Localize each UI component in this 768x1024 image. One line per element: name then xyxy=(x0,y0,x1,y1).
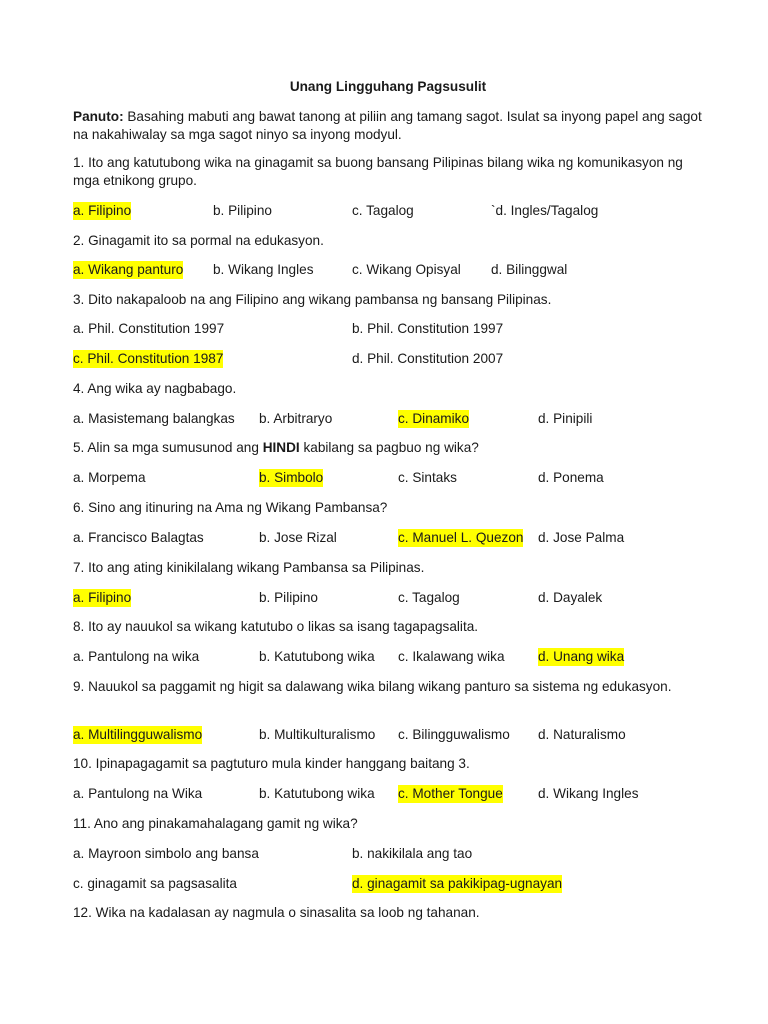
option-5d: d. Ponema xyxy=(538,470,604,485)
option-2c: c. Wikang Opisyal xyxy=(352,262,461,277)
question-12: 12. Wika na kadalasan ay nagmula o sinasalita sa loob ng tahanan. xyxy=(73,905,480,920)
instructions xyxy=(73,108,703,143)
question-3: 3. Dito nakapaloob na ang Filipino ang wikang pambansa ng bansang Pilipinas. xyxy=(73,292,552,307)
option-4b: b. Arbitraryo xyxy=(259,411,333,426)
question-11: 11. Ano ang pinakamahalagang gamit ng wika? xyxy=(73,816,358,831)
option-3a: a. Phil. Constitution 1997 xyxy=(73,321,225,336)
options-8 xyxy=(73,648,703,666)
option-11c: c. ginagamit sa pagsasalita xyxy=(73,876,237,891)
question-8: 8. Ito ay nauukol sa wikang katutubo o likas sa isang tagapagsalita. xyxy=(73,619,479,634)
option-7d: d. Dayalek xyxy=(538,590,603,605)
option-3c: c. Phil. Constitution 1987 xyxy=(73,351,224,366)
option-6a: a. Francisco Balagtas xyxy=(73,530,204,545)
options-3-row-2 xyxy=(73,350,703,368)
document-page xyxy=(73,0,703,1024)
instructions-text: Basahing mabuti ang bawat tanong at piliin ang tamang sagot. Isulat sa inyong papel ang sagot na nakahiwalay sa mga sagot ninyo sa inyong modyul. xyxy=(73,109,702,142)
question-5-text-before: 5. Alin sa mga sumusunod ang xyxy=(73,440,263,455)
option-9d: d. Naturalismo xyxy=(538,727,626,742)
options-11-row-2 xyxy=(73,875,703,893)
option-11b: b. nakikilala ang tao xyxy=(352,846,473,861)
options-10 xyxy=(73,785,703,803)
question-10: 10. Ipinapagagamit sa pagtuturo mula kinder hanggang baitang 3. xyxy=(73,756,470,771)
option-5a: a. Morpema xyxy=(73,470,146,485)
question-5-emphasis: HINDI xyxy=(262,440,300,455)
question-5 xyxy=(73,439,703,457)
option-5c: c. Sintaks xyxy=(398,470,457,485)
option-4a: a. Masistemang balangkas xyxy=(73,411,235,426)
question-7: 7. Ito ang ating kinikilalang wikang Pambansa sa Pilipinas. xyxy=(73,560,425,575)
option-7c: c. Tagalog xyxy=(398,590,460,605)
question-1: 1. Ito ang katutubong wika na ginagamit sa buong bansang Pilipinas bilang wika ng komunikasyon ng mga etnikong grupo. xyxy=(73,155,683,188)
option-8c: c. Ikalawang wika xyxy=(398,649,505,664)
option-9c: c. Bilingguwalismo xyxy=(398,727,510,742)
option-3b: b. Phil. Constitution 1997 xyxy=(352,321,504,336)
option-1a: a. Filipino xyxy=(73,203,132,218)
question-6: 6. Sino ang itinuring na Ama ng Wikang Pambansa? xyxy=(73,500,388,515)
option-6d: d. Jose Palma xyxy=(538,530,625,545)
option-2a: a. Wikang panturo xyxy=(73,262,184,277)
options-6 xyxy=(73,529,703,547)
options-4 xyxy=(73,410,703,428)
question-2: 2. Ginagamit ito sa pormal na edukasyon. xyxy=(73,233,324,248)
option-7b: b. Pilipino xyxy=(259,590,318,605)
option-9b: b. Multikulturalismo xyxy=(259,727,376,742)
option-1b: b. Pilipino xyxy=(213,203,272,218)
option-8b: b. Katutubong wika xyxy=(259,649,375,664)
option-1c: c. Tagalog xyxy=(352,203,414,218)
option-7a: a. Filipino xyxy=(73,590,132,605)
option-9a: a. Multilingguwalismo xyxy=(73,727,203,742)
option-1d: `d. Ingles/Tagalog xyxy=(491,203,599,218)
option-4c: c. Dinamiko xyxy=(398,411,470,426)
option-11a: a. Mayroon simbolo ang bansa xyxy=(73,846,259,861)
option-10c: c. Mother Tongue xyxy=(398,786,503,801)
document-title: Unang Lingguhang Pagsusulit xyxy=(289,79,487,94)
options-2 xyxy=(73,261,703,279)
option-4d: d. Pinipili xyxy=(538,411,593,426)
option-8a: a. Pantulong na wika xyxy=(73,649,200,664)
option-10b: b. Katutubong wika xyxy=(259,786,375,801)
option-2b: b. Wikang Ingles xyxy=(213,262,314,277)
option-10a: a. Pantulong na Wika xyxy=(73,786,203,801)
options-1 xyxy=(73,202,703,220)
options-5 xyxy=(73,469,703,487)
option-6b: b. Jose Rizal xyxy=(259,530,337,545)
instructions-label: Panuto: xyxy=(73,109,124,124)
option-2d: d. Bilinggwal xyxy=(491,262,568,277)
option-5b: b. Simbolo xyxy=(259,470,324,485)
option-6c: c. Manuel L. Quezon xyxy=(398,530,524,545)
options-9 xyxy=(73,726,703,744)
question-4: 4. Ang wika ay nagbabago. xyxy=(73,381,237,396)
question-9: 9. Nauukol sa paggamit ng higit sa dalawang wika bilang wikang panturo sa sistema ng edukasyon. xyxy=(73,679,672,694)
option-3d: d. Phil. Constitution 2007 xyxy=(352,351,504,366)
option-8d: d. Unang wika xyxy=(538,649,625,664)
options-3-row-1 xyxy=(73,320,703,338)
question-5-text-after: kabilang sa pagbuo ng wika? xyxy=(299,440,479,455)
options-7 xyxy=(73,589,703,607)
options-11-row-1 xyxy=(73,845,703,863)
option-10d: d. Wikang Ingles xyxy=(538,786,639,801)
option-11d: d. ginagamit sa pakikipag-ugnayan xyxy=(352,876,563,891)
